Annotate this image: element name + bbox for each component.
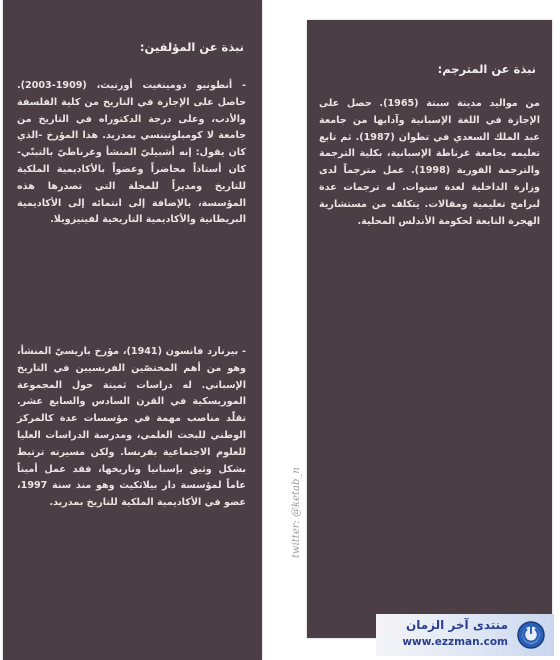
author-bio-vincent: - بيرنارد فانسون (1941)، مؤرخ باريسيّ المنشأ، وهو من أهم المختصّين الفرنسيين في التاريخ الإسباني. له دراسات ثمينة حول المجموعة الموريسكية في القرن السادس والسابع عشر. تقلّد مناصب مهمة في مؤسسات عدة كالمركز الوطني للبحث العلمي، ومدرسة الدراسات العليا للعلوم الاجتماعية بفرنسا. ولكن مسيرته ترتبط بشكل وثيق بإسبانيا وتاريخها، فقد عمل أميناً عاماً لمؤسسة دار بيلاثكيث وهو منذ سنة 1997، عضو في الأكاديمية الملكية للتاريخ بمدريد. xyxy=(17,346,246,509)
forum-logo[interactable] xyxy=(376,614,554,656)
authors-panel xyxy=(3,0,262,660)
authors-heading: نبذة عن المؤلفين: xyxy=(139,40,244,54)
translator-panel xyxy=(307,20,552,638)
forum-logo-title: منتدى آخر الزمان xyxy=(406,618,508,632)
forum-emblem-icon xyxy=(516,620,546,650)
translator-bio: من مواليد مدينة سبتة (1965). حصل على الإجازة في اللغة الإسبانية وآدابها من جامعة عبد الملك السعدي في تطوان (1987). ثم تابع تعليمه بجامعة غرناطة الإسبانية، بكلية الترجمة والترجمة الفورية (1998). عمل مترجماً لدى وزارة الداخلية لعدة سنوات. له ترجمات عدة لبرامج تعليمية ومقالات. يتكلف من مستشارية الهجرة التابعة لحكومة الأندلس المحلية. xyxy=(319,98,540,227)
translator-heading: نبذة عن المترجم: xyxy=(437,62,536,76)
author-bio-ortiz: - أنطونيو دومينغيت أورتيث، (1909-2003). حاصل على الإجازة في التاريخ من كلية الفلسفة والأدب، وعلى درجة الدكتوراه في التاريخ من جامعة لا كومبلوتينسي بمدريد. هذا المؤرخ -الذي كان يقول: إنه أشبيليّ المنشأ وغرناطيّ بالتبنّي- كان أستاذاً محاضراً وعضواً بالأكاديمية الملكية للتاريخ ومديراً للمجلة التي تصدرها هذه المؤسسة، بالإضافة إلى انتمائه إلى الأكاديمية البريطانية والأكاديمية التاريخية لفينيزويلا. xyxy=(17,80,246,226)
forum-logo-url[interactable]: www.ezzman.com xyxy=(402,636,508,648)
twitter-watermark: twitter: @ketab_n xyxy=(291,467,302,558)
